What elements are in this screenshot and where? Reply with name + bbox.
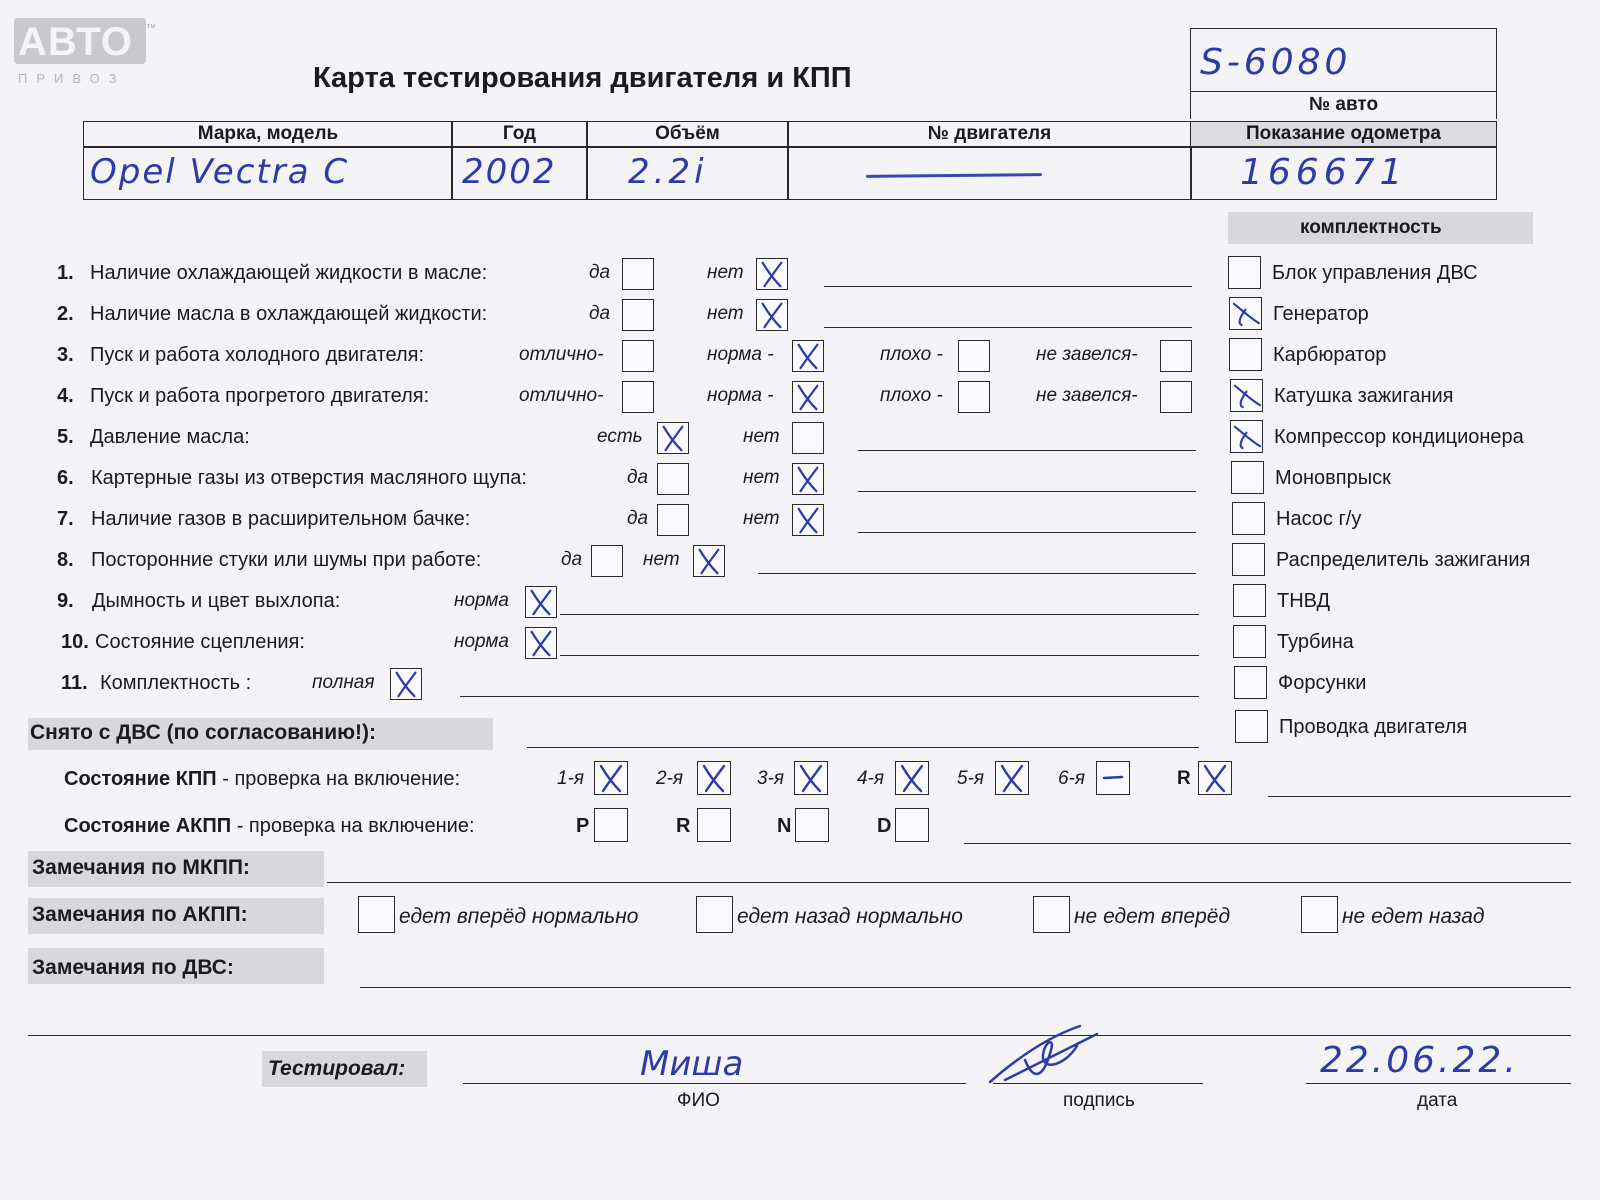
option-label: норма - [707, 385, 774, 406]
completeness-checkbox[interactable] [1228, 256, 1261, 289]
completeness-title: комплектность [1300, 217, 1442, 238]
option-label: да [561, 549, 583, 570]
gear-checkbox[interactable] [795, 808, 829, 842]
akpp-label-rest: - проверка на включение: [231, 815, 475, 837]
answer-line [560, 614, 1199, 615]
odometer-header: Показание одометра [1246, 123, 1441, 144]
completeness-checkbox[interactable] [1231, 461, 1264, 494]
logo-text: АВТО [18, 20, 133, 64]
completeness-item-label: Насос г/у [1276, 508, 1362, 530]
removed-label: Снято с ДВС (по согласованию!): [30, 721, 377, 744]
make-model-value: Opel Vectra C [90, 152, 350, 192]
check-label: Посторонние стуки или шумы при работе: [91, 549, 482, 571]
option-label: да [627, 508, 649, 529]
completeness-item-label: Карбюратор [1273, 344, 1387, 366]
option-label: плохо - [880, 385, 943, 406]
option-label: не завелся- [1036, 344, 1138, 365]
logo-tm: ™ [146, 23, 156, 34]
option-label: нет [707, 303, 744, 324]
check-label: Картерные газы из отверстия масляного щупа: [91, 467, 527, 489]
remark-option-label: едет вперёд нормально [399, 905, 639, 928]
completeness-checkbox[interactable] [1232, 543, 1265, 576]
option-checkbox[interactable] [792, 381, 824, 413]
car-number-label: № авто [1308, 94, 1379, 115]
gear-label: 3-я [757, 768, 785, 789]
option-checkbox[interactable] [622, 299, 654, 331]
remark-option-checkbox[interactable] [1301, 896, 1338, 933]
logo-subtext: ПРИВОЗ [18, 71, 126, 86]
answer-line [858, 532, 1196, 533]
remarks-akpp-label: Замечания по АКПП: [32, 903, 248, 926]
completeness-item-label: Форсунки [1278, 672, 1367, 694]
completeness-item-label: Моновпрыск [1275, 467, 1391, 489]
check-label: Состояние сцепления: [95, 631, 305, 653]
option-checkbox[interactable] [525, 627, 557, 659]
option-label: нет [743, 426, 780, 447]
gear-label: 2-я [656, 768, 684, 789]
remark-option-label: едет назад нормально [737, 905, 963, 928]
check-number: 6. [57, 467, 74, 489]
remark-option-checkbox[interactable] [1033, 896, 1070, 933]
option-label: нет [743, 508, 780, 529]
remark-option-label: не едет вперёд [1074, 905, 1231, 928]
date-caption: дата [1417, 1090, 1458, 1111]
check-label: Давление масла: [90, 426, 250, 448]
name-caption: ФИО [677, 1090, 720, 1111]
gear-label: 5-я [957, 768, 985, 789]
gear-label: 4-я [857, 768, 885, 789]
option-checkbox[interactable] [390, 668, 422, 700]
option-checkbox[interactable] [792, 422, 824, 454]
option-label: полная [312, 672, 375, 693]
date-line [1306, 1083, 1571, 1084]
completeness-item-label: Генератор [1273, 303, 1369, 325]
completeness-checkbox[interactable] [1234, 666, 1267, 699]
engine-number-header: № двигателя [927, 123, 1052, 144]
gear-label: P [576, 815, 590, 837]
remarks-mkpp-line [327, 882, 1571, 883]
option-label: не завелся- [1036, 385, 1138, 406]
check-label: Наличие газов в расширительном бачке: [91, 508, 471, 530]
option-checkbox[interactable] [657, 422, 689, 454]
option-checkbox[interactable] [756, 258, 788, 290]
completeness-checkbox[interactable] [1230, 420, 1263, 453]
option-label: норма [454, 631, 509, 652]
option-label: отлично- [519, 385, 604, 406]
completeness-checkbox[interactable] [1229, 297, 1262, 330]
completeness-checkbox[interactable] [1233, 584, 1266, 617]
gear-label: 6-я [1058, 768, 1086, 789]
completeness-item-label: Компрессор кондиционера [1274, 426, 1524, 448]
answer-line [560, 655, 1199, 656]
car-number-value: S-6080 [1200, 42, 1352, 83]
akpp-line [964, 843, 1571, 844]
option-checkbox[interactable] [958, 340, 990, 372]
option-checkbox[interactable] [1160, 340, 1192, 372]
check-number: 10. [61, 631, 89, 653]
check-number: 2. [57, 303, 74, 325]
option-checkbox[interactable] [792, 463, 824, 495]
check-label: Наличие охлаждающей жидкости в масле: [90, 262, 488, 284]
gear-label: R [676, 815, 691, 837]
check-label: Пуск и работа холодного двигателя: [90, 344, 425, 366]
completeness-item-label: Распределитель зажигания [1276, 549, 1531, 571]
answer-line [858, 491, 1196, 492]
remark-option-checkbox[interactable] [696, 896, 733, 933]
volume-header: Объём [655, 123, 720, 144]
option-label: да [589, 303, 611, 324]
option-label: норма [454, 590, 509, 611]
option-checkbox[interactable] [657, 504, 689, 536]
form-title: Карта тестирования двигателя и КПП [313, 62, 852, 94]
option-label: нет [743, 467, 780, 488]
remarks-dvs-label: Замечания по ДВС: [32, 956, 234, 979]
kpp-label-rest: - проверка на включение: [216, 768, 461, 790]
remark-option-label: не едет назад [1342, 905, 1485, 928]
volume-value: 2.2i [628, 152, 708, 192]
completeness-item-label: Катушка зажигания [1274, 385, 1454, 407]
option-checkbox[interactable] [622, 340, 654, 372]
option-checkbox[interactable] [792, 340, 824, 372]
option-label: да [589, 262, 611, 283]
option-label: нет [707, 262, 744, 283]
removed-line [527, 747, 1199, 748]
check-number: 4. [57, 385, 74, 407]
signature-caption: подпись [1063, 1090, 1135, 1111]
check-number: 11. [61, 672, 88, 694]
year-header: Год [502, 123, 537, 144]
kpp-label [64, 768, 460, 790]
option-label: отлично- [519, 344, 604, 365]
kpp-line [1268, 796, 1571, 797]
completeness-item-label: Блок управления ДВС [1272, 262, 1478, 284]
gear-checkbox[interactable] [895, 761, 929, 795]
option-checkbox[interactable] [525, 586, 557, 618]
completeness-checkbox[interactable] [1229, 338, 1262, 371]
check-label: Комплектность : [100, 672, 252, 694]
akpp-label-bold: Состояние АКПП [64, 815, 232, 837]
completeness-item-label: Проводка двигателя [1279, 716, 1468, 738]
completeness-checkbox[interactable] [1235, 710, 1268, 743]
check-label: Наличие масла в охлаждающей жидкости: [90, 303, 488, 325]
option-checkbox[interactable] [591, 545, 623, 577]
option-checkbox[interactable] [958, 381, 990, 413]
gear-checkbox[interactable] [594, 808, 628, 842]
check-number: 1. [57, 262, 74, 284]
logo [14, 18, 154, 88]
akpp-label [64, 815, 475, 837]
remarks-mkpp-label: Замечания по МКПП: [32, 856, 250, 879]
option-checkbox[interactable] [1160, 381, 1192, 413]
signature-mark [985, 1020, 1115, 1090]
check-label: Пуск и работа прогретого двигателя: [90, 385, 430, 407]
make-model-header: Марка, модель [197, 123, 339, 144]
remarks-dvs-line [360, 987, 1571, 988]
remark-option-checkbox[interactable] [358, 896, 395, 933]
option-checkbox[interactable] [622, 258, 654, 290]
gear-checkbox[interactable] [794, 761, 828, 795]
gear-checkbox[interactable] [995, 761, 1029, 795]
tester-name: Миша [640, 1044, 744, 1084]
gear-checkbox[interactable] [697, 761, 731, 795]
check-number: 3. [57, 344, 74, 366]
remarks-extra-line [28, 1035, 1571, 1036]
check-label: Дымность и цвет выхлопа: [92, 590, 341, 612]
completeness-checkbox[interactable] [1232, 502, 1265, 535]
gear-label: 1-я [557, 768, 585, 789]
answer-line [824, 327, 1192, 328]
gear-checkbox[interactable] [1198, 761, 1232, 795]
odometer-value: 166671 [1240, 152, 1408, 193]
option-label: есть [597, 426, 643, 447]
answer-line [758, 573, 1196, 574]
option-checkbox[interactable] [622, 381, 654, 413]
completeness-checkbox[interactable] [1230, 379, 1263, 412]
completeness-item-label: ТНВД [1277, 590, 1331, 612]
option-checkbox[interactable] [792, 504, 824, 536]
check-number: 7. [57, 508, 74, 530]
answer-line [824, 286, 1192, 287]
answer-line [858, 450, 1196, 451]
gear-label: N [777, 815, 792, 837]
date-value: 22.06.22. [1320, 1040, 1519, 1081]
gear-checkbox[interactable] [1096, 761, 1130, 795]
gear-label: D [877, 815, 892, 837]
completeness-item-label: Турбина [1277, 631, 1354, 653]
option-label: норма - [707, 344, 774, 365]
gear-checkbox[interactable] [697, 808, 731, 842]
answer-line [460, 696, 1199, 697]
completeness-checkbox[interactable] [1233, 625, 1266, 658]
tested-label: Тестировал: [268, 1057, 406, 1080]
year-value: 2002 [462, 152, 557, 192]
gear-label: R [1177, 768, 1191, 789]
option-checkbox[interactable] [693, 545, 725, 577]
option-label: нет [643, 549, 680, 570]
option-label: плохо - [880, 344, 943, 365]
gear-checkbox[interactable] [594, 761, 628, 795]
check-number: 5. [57, 426, 74, 448]
option-label: да [627, 467, 649, 488]
kpp-label-bold: Состояние КПП [64, 768, 217, 790]
gear-checkbox[interactable] [895, 808, 929, 842]
option-checkbox[interactable] [657, 463, 689, 495]
check-number: 8. [57, 549, 74, 571]
option-checkbox[interactable] [756, 299, 788, 331]
check-number: 9. [57, 590, 74, 612]
